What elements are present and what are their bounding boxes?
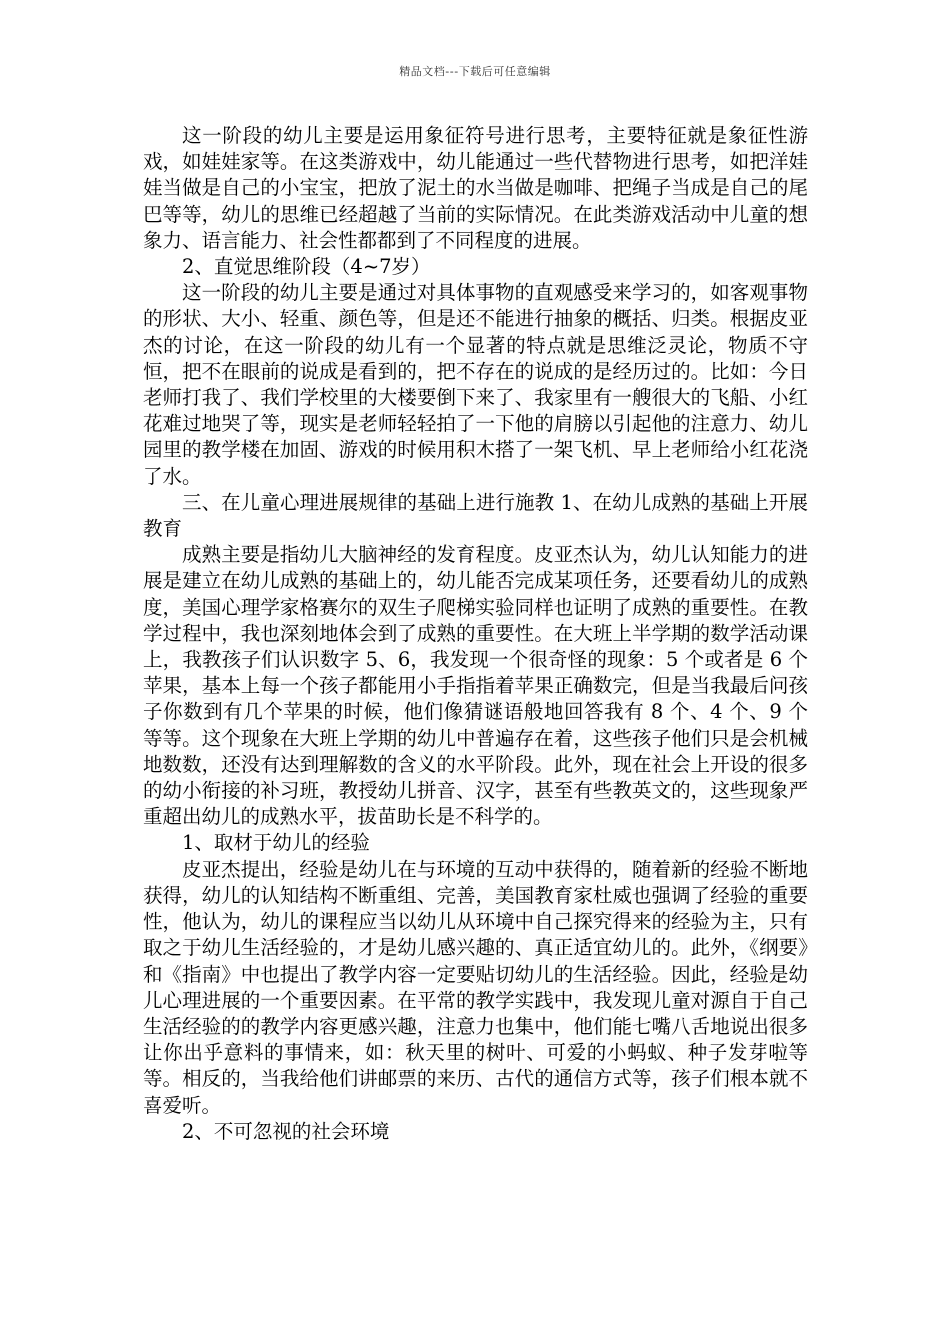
paragraph-maturity: 成熟主要是指幼儿大脑神经的发育程度。皮亚杰认为，幼儿认知能力的进展是建立在幼儿成熟的基础上的，幼儿能否完成某项任务，还要看幼儿的成熟度，美国心理学家格赛尔的双生子爬梯实验同样也证明了成熟的重要性。在教学过程中，我也深刻地体会到了成熟的重要性。在大班上半学期的数学活动课上，我教孩子们认识数字 5、6，我发现一个很奇怪的现象：5 个或者是 6 个苹果，基本上每一个孩子都能用小手指指着苹果正确数完，但是当我最后问孩子你数到有几个苹果的时候，他们像猜谜语般地回答我有 8 个、4 个、9 个等等。这个现象在大班上学期的幼儿中普遍存在着，这些孩子他们只是会机械地数数，还没有达到理解数的含义的水平阶段。此外，现在社会上开设的很多的幼小衔接的补习班，教授幼儿拼音、汉字，甚至有些教英文的，这些现象严重超出幼儿的成熟水平，拔苗助长是不科学的。 — [143, 543, 808, 829]
heading-intuitive-stage: 2、直觉思维阶段（4~7岁） — [182, 255, 431, 279]
document-body — [143, 123, 808, 1145]
heading-experience: 1、取材于幼儿的经验 — [182, 831, 370, 855]
paragraph-experience: 皮亚杰提出，经验是幼儿在与环境的互动中获得的，随着新的经验不断地获得，幼儿的认知结构不断重组、完善，美国教育家杜威也强调了经验的重要性，他认为，幼儿的课程应当以幼儿从环境中自己探究得来的经验为主，只有取之于幼儿生活经验的，才是幼儿感兴趣的、真正适宜幼儿的。此外，《纲要》和《指南》中也提出了教学内容一定要贴切幼儿的生活经验。因此，经验是幼儿心理进展的一个重要因素。在平常的教学实践中，我发现儿童对源自于自己生活经验的的教学内容更感兴趣，注意力也集中，他们能七嘴八舌地说出很多让你出乎意料的事情来，如：秋天里的树叶、可爱的小蚂蚁、种子发芽啦等等。相反的，当我给他们讲邮票的来历、古代的通信方式等，孩子们根本就不喜爱听。 — [143, 857, 808, 1117]
page-header: 精品文档---下载后可任意编辑 — [399, 65, 551, 78]
paragraph-symbolic-stage: 这一阶段的幼儿主要是运用象征符号进行思考，主要特征就是象征性游戏，如娃娃家等。在这类游戏中，幼儿能通过一些代替物进行思考，如把洋娃娃当做是自己的小宝宝，把放了泥土的水当做是咖啡、把绳子当成是自己的尾巴等等，幼儿的思维已经超越了当前的实际情况。在此类游戏活动中儿童的想象力、语言能力、社会性都都到了不同程度的进展。 — [143, 124, 808, 252]
heading-section-three: 三、在儿童心理进展规律的基础上进行施教 1、在幼儿成熟的基础上开展教育 — [143, 490, 808, 541]
paragraph-intuitive-stage: 这一阶段的幼儿主要是通过对具体事物的直观感受来学习的，如客观事物的形状、大小、轻重、颜色等，但是还不能进行抽象的概括、归类。根据皮亚杰的讨论，在这一阶段的幼儿有一个显著的特点就是思维泛灵论，物质不守恒，把不在眼前的说成是看到的，把不存在的说成的是经历过的。比如：今日老师打我了、我们学校里的大楼要倒下来了、我家里有一艘很大的飞船、小红花难过地哭了等，现实是老师轻轻拍了一下他的肩膀以引起他的注意力、幼儿园里的教学楼在加固、游戏的时候用积木搭了一架飞机、早上老师给小红花浇了水。 — [143, 281, 808, 488]
heading-social-environment: 2、不可忽视的社会环境 — [182, 1119, 390, 1143]
